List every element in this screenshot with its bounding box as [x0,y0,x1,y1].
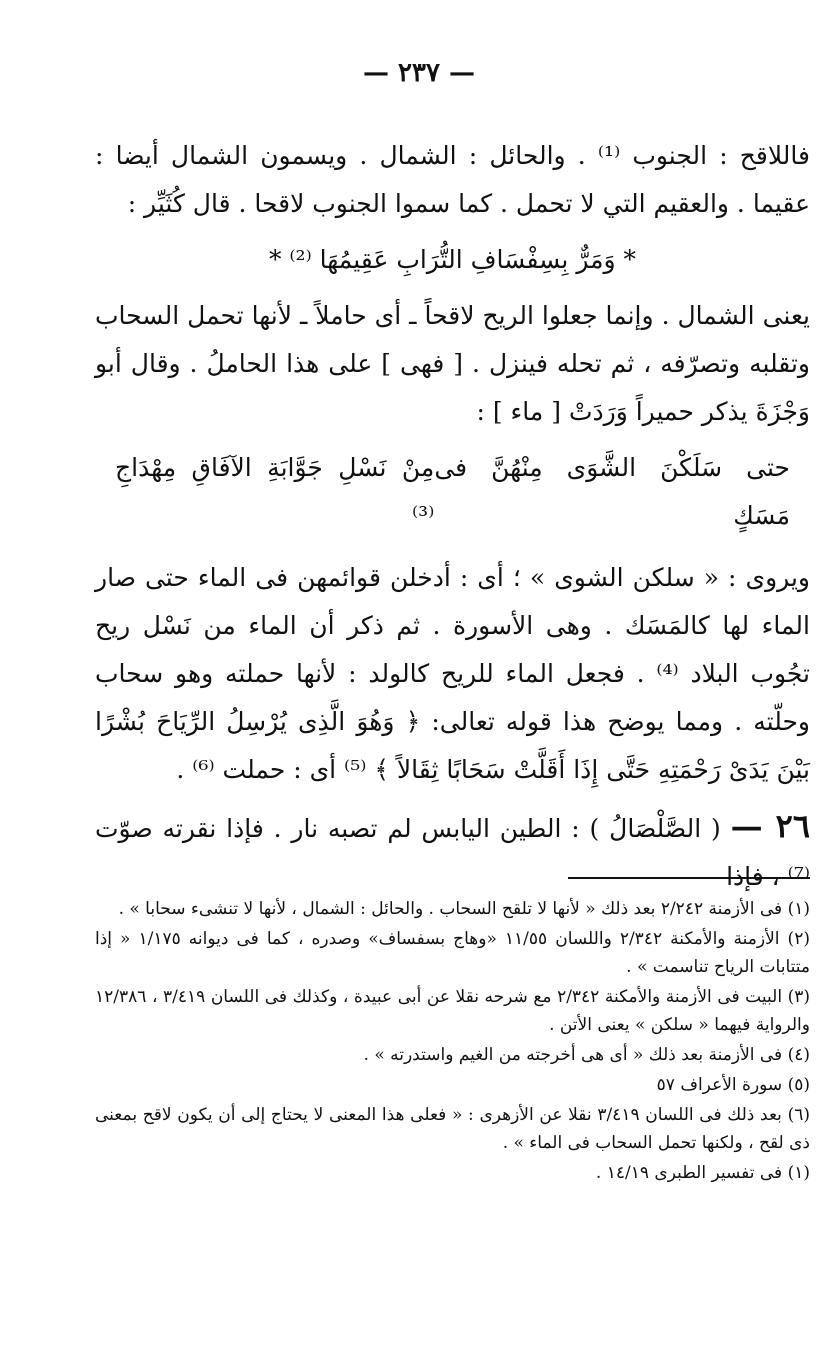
verse-kuthayyir: * وَمَرٌّ بِسِفْسَافِ التُّرَابِ عَقِيمُهَا ⁽²⁾ * [268,245,637,274]
main-text [95,132,810,909]
footnote: (٦) بعد ذلك فى اللسان ٣/٤١٩ نقلا عن الأزهرى : « فعلى هذا المعنى لا يحتاج إلى أن يكون لاقح بمعنى ذى لقح ، ولكنها تحمل السحاب فى الماء » . [95,1105,810,1153]
section-number: ٢٦ — [730,807,810,845]
footnotes [95,895,810,1189]
paragraph-shamal: يعنى الشمال . وإنما جعلوا الريح لاقحاً ـ أى حاملاً ـ لأنها تحمل السحاب وتقلبه وتصرّفه ، ثم تحله فينزل . [ فهى ] على هذا الحاملُ . وقال أبو وَجْزَةَ يذكر حميراً وَرَدَتْ [ ماء ] : [95,301,810,426]
footnote: (٣) البيت فى الأزمنة والأمكنة ٢/٣٤٢ مع شرحه نقلا عن أبى عبيدة ، وكذلك فى اللسان ٣/٤١٩ ، ١٢/٣٨٦ والرواية فيهما « سلكن » يعنى الأتن . [95,987,811,1035]
footnote: (٤) فى الأزمنة بعد ذلك « أى هى أخرجته من الغيم واستدرته » . [363,1045,810,1065]
verse-abu-wajza [115,444,790,540]
page-number: — ٢٣٧ — [362,58,476,88]
footnote: (٢) الأزمنة والأمكنة ٢/٣٤٢ واللسان ١١/٥٥ «وهاج بسفساف» وصدره ، كما فى ديوانه ١/١٧٥ « إذا متتابات الرياح تناسمت » . [95,929,810,977]
footnote-divider [568,877,810,879]
footnote: (٥) سورة الأعراف ٥٧ [656,1075,810,1095]
section-text: ( الصَّلْصَالُ ) : الطين اليابس لم تصبه نار . فإذا نقرته صوّت ⁽⁷⁾ ، فإذا [95,814,810,891]
footnote: (١) فى الأزمنة ٢/٢٤٢ بعد ذلك « لأنها لا تلقح السحاب . والحائل : الشمال ، لأنها لا تنشىء سحابا » . [118,899,810,919]
paragraph-lawaqih: فاللاقح : الجنوب ⁽¹⁾ . والحائل : الشمال . ويسمون الشمال أيضا : عقيما . والعقيم التي لا تحمل . كما سموا الجنوب لاقحا . قال كُثَيِّر : [95,141,810,218]
verse-first-hemistich: حتى سَلَكْنَ الشَّوَى مِنْهُنَّ فى مَسَكٍ [434,453,790,530]
paragraph-riwaya: ويروى : « سلكن الشوى » ؛ أى : أدخلن قوائمهن فى الماء حتى صار الماء لها كالمَسَك . وهى الأسورة . ثم ذكر أن الماء من نَسْل ريح تجُوب البلاد ⁽⁴⁾ . فجعل الماء للريح كالولد : لأنها حملته وهو سحاب وحلّته . ومما يوضح هذا قوله تعالى: ﴿ وَهُوَ الَّذِى يُرْسِلُ الرِّيَاحَ بُشْرًا بَيْنَ يَدَىْ رَحْمَتِهِ حَتَّى إِذَا أَقَلَّتْ سَحَابًا ثِقَالاً ﴾ ⁽⁵⁾ أى : حملت ⁽⁶⁾ . [95,563,810,784]
paragraph-salsal [95,802,810,901]
verse-second-hemistich: مِنْ نَسْلِ جَوَّابَةِ الآفَاقِ مِهْدَاجِ ⁽³⁾ [115,453,435,530]
footnote: (١) فى تفسير الطبرى ١٤/١٩ . [595,1163,810,1183]
